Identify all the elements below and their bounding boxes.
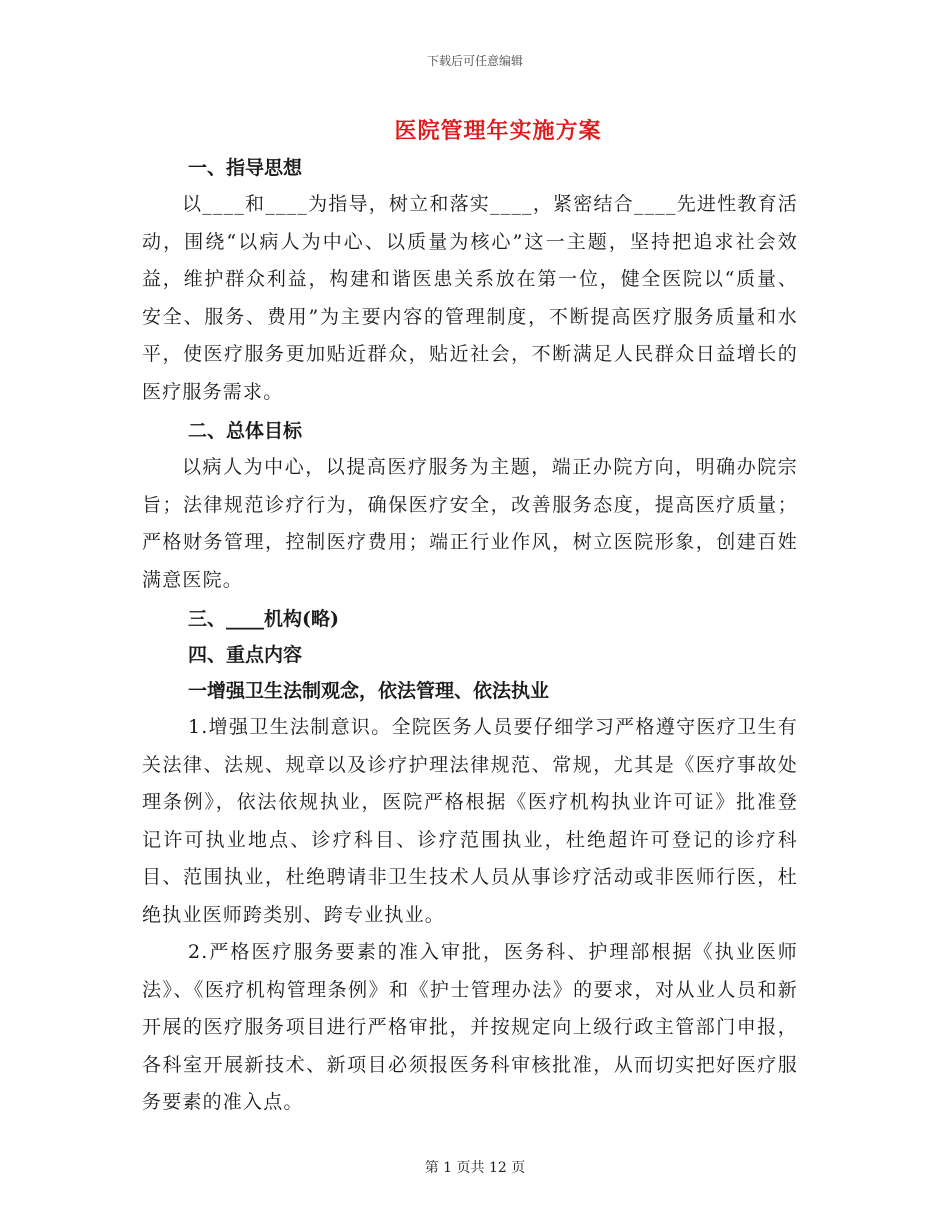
paragraph-item-1: 1.增强卫生法制意识。全院医务人员要仔细学习严格遵守医疗卫生有关法律、法规、规章以及诊疗护理法律规范、常规，尤其是《医疗事故处理条例》，依法依规执业，医院严格根据《医疗机构执业许可证》批准登记许可执业地点、诊疗科目、诊疗范围执业，杜绝超许可登记的诊疗科目、范围执业，杜绝聘请非卫生技术人员从事诊疗活动或非医师行医，杜绝执业医师跨类别、跨专业执业。	[142, 716, 798, 926]
document-body	[142, 150, 798, 1122]
paragraph-overall-goal: 以病人为中心，以提高医疗服务为主题，端正办院方向，明确办院宗旨；法律规范诊疗行为，确保医疗安全，改善服务态度，提高医疗质量；严格财务管理，控制医疗费用；端正行业作风，树立医院形象，创建百姓满意医院。	[142, 456, 798, 591]
section-heading-guiding-ideology: 一、指导思想	[188, 157, 303, 179]
paragraph-item-2: 2.严格医疗服务要素的准入审批，医务科、护理部根据《执业医师法》、《医疗机构管理条例》和《护士管理办法》的要求，对从业人员和新开展的医疗服务项目进行严格审批，并按规定向上级行政主管部门申报，各科室开展新技术、新项目必须报医务科审核批准，从而切实把好医疗服务要素的准入点。	[142, 941, 798, 1113]
paragraph-guiding-ideology: 以____和____为指导，树立和落实____，紧密结合____先进性教育活动，围绕“以病人为中心、以质量为核心”这一主题，坚持把追求社会效益，维护群众利益，构建和谐医患关系放在第一位，健全医院以“质量、安全、服务、费用”为主要内容的管理制度，不断提高医疗服务质量和水平，使医疗服务更加贴近群众，贴近社会，不断满足人民群众日益增长的医疗服务需求。	[142, 193, 798, 403]
section-heading-organization: 三、____机构(略)	[188, 608, 339, 630]
section-heading-key-content: 四、重点内容	[188, 644, 303, 666]
subsection-heading-legal-management: 一增强卫生法制观念，依法管理、依法执业	[188, 680, 550, 702]
page-footer: 第 1 页共 12 页	[424, 1160, 526, 1176]
header-note: 下载后可任意编辑	[426, 54, 523, 68]
document-title: 医院管理年实施方案	[394, 118, 602, 144]
section-heading-overall-goal: 二、总体目标	[188, 420, 303, 442]
